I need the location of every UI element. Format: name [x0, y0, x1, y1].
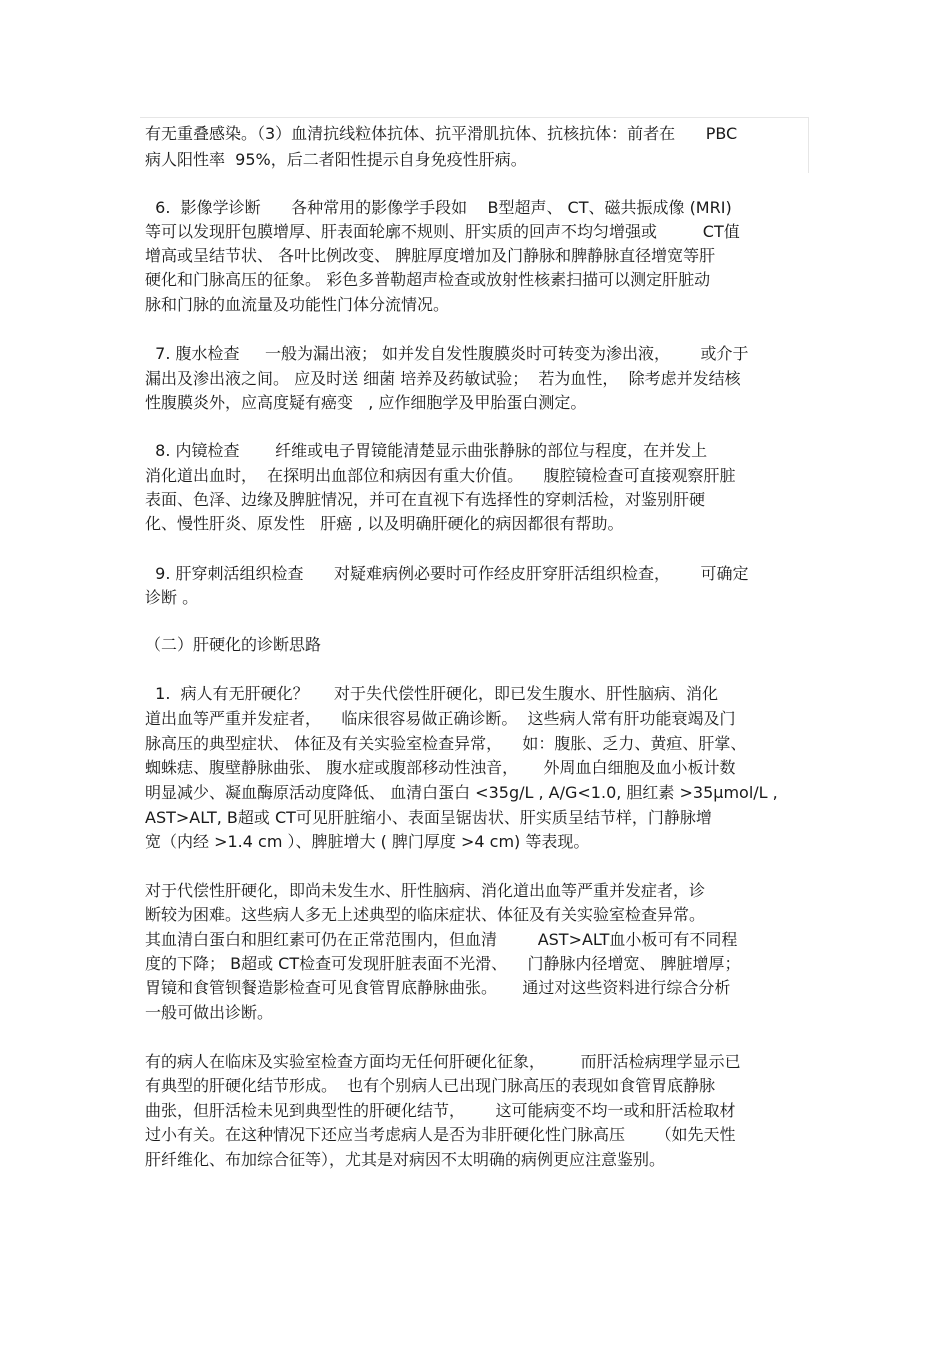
paragraph-line: 道出血等严重并发症者， 临床很容易做正确诊断。 这些病人常有肝功能衰竭及门	[145, 709, 736, 728]
paragraph-line: 1. 病人有无肝硬化？ 对于失代偿性肝硬化，即已发生腹水、肝性脑病、消化	[145, 684, 719, 703]
paragraph-line: 9. 肝穿刺活组织检查 对疑难病例必要时可作经皮肝穿肝活组织检查， 可确定	[145, 564, 749, 583]
paragraph-line: 有典型的肝硬化结节形成。 也有个别病人已出现门脉高压的表现如食管胃底静脉	[145, 1076, 716, 1095]
paragraph-line: 8. 内镜检查 纤维或电子胃镜能清楚显示曲张静脉的部位与程度，在并发上	[145, 441, 708, 460]
paragraph-line: 脉和门脉的血流量及功能性门体分流情况。	[145, 295, 450, 314]
paragraph-line: 诊断 。	[145, 588, 199, 607]
paragraph-line: 化、慢性肝炎、原发性 肝癌 , 以及明确肝硬化的病因都很有帮助。	[145, 514, 624, 533]
paragraph-line: 蜘蛛痣、腹壁静脉曲张、 腹水症或腹部移动性浊音， 外周血白细胞及血小板计数	[145, 758, 736, 777]
section-heading: （二）肝硬化的诊断思路	[145, 635, 322, 654]
paragraph-line: 7. 腹水检查 一般为漏出液； 如并发自发性腹膜炎时可转变为渗出液， 或介于	[145, 344, 749, 363]
paragraph-line: 曲张，但肝活检未见到典型性的肝硬化结节， 这可能病变不均一或和肝活检取材	[145, 1101, 736, 1120]
paragraph-line: 增高或呈结节状、 各叶比例改变、 脾脏厚度增加及门静脉和脾静脉直径增宽等肝	[145, 246, 716, 265]
paragraph-line: 6. 影像学诊断 各种常用的影像学手段如 B型超声、 CT、磁共振成像 (MRI)	[145, 198, 732, 217]
paragraph-line: 其血清白蛋白和胆红素可仍在正常范围内，但血清 AST>ALT血小板可有不同程	[145, 930, 738, 949]
paragraph-line: 表面、色泽、边缘及脾脏情况，并可在直视下有选择性的穿刺活检，对鉴别肝硬	[145, 490, 706, 509]
paragraph-line: 有无重叠感染。（3）血清抗线粒体抗体、抗平滑肌抗体、抗核抗体：前者在 PBC	[145, 124, 738, 143]
paragraph-line: 对于代偿性肝硬化，即尚未发生水、肝性脑病、消化道出血等严重并发症者，诊	[145, 881, 706, 900]
paragraph-line: 过小有关。在这种情况下还应当考虑病人是否为非肝硬化性门脉高压 （如先天性	[145, 1125, 736, 1144]
paragraph-line: 等可以发现肝包膜增厚、肝表面轮廓不规则、肝实质的回声不均匀增强或 CT值	[145, 222, 740, 241]
paragraph-line: 性腹膜炎外，应高度疑有癌变 , 应作细胞学及甲胎蛋白测定。	[145, 393, 587, 412]
paragraph-line: 胃镜和食管钡餐造影检查可见食管胃底静脉曲张。 通过对这些资料进行综合分析	[145, 978, 731, 997]
paragraph-line: 脉高压的典型症状、 体征及有关实验室检查异常， 如：腹胀、乏力、黄疸、肝掌、	[145, 734, 747, 753]
paragraph-line: 病人阳性率 95%，后二者阳性提示自身免疫性肝病。	[145, 150, 527, 169]
paragraph-line: 有的病人在临床及实验室检查方面均无任何肝硬化征象， 而肝活检病理学显示已	[145, 1052, 741, 1071]
paragraph-line: 肝纤维化、布加综合征等），尤其是对病因不太明确的病例更应注意鉴别。	[145, 1150, 666, 1169]
paragraph-line: 一般可做出诊断。	[145, 1003, 274, 1022]
paragraph-line: 明显减少、凝血酶原活动度降低、 血清白蛋白 <35g/L , A/G<1.0, 胆红素 >35μmol/L ,	[145, 783, 778, 802]
paragraph-line: AST>ALT, B超或 CT可见肝脏缩小、表面呈锯齿状、肝实质呈结节样，门静脉增	[145, 808, 712, 827]
paragraph-line: 度的下降； B超或 CT检查可发现肝脏表面不光滑、 门静脉内径增宽、 脾脏增厚；	[145, 954, 741, 973]
paragraph-line: 消化道出血时， 在探明出血部位和病因有重大价值。 腹腔镜检查可直接观察肝脏	[145, 466, 736, 485]
paragraph-line: 漏出及渗出液之间。 应及时送 细菌 培养及药敏试验； 若为血性， 除考虑并发结核	[145, 369, 741, 388]
paragraph-line: 硬化和门脉高压的征象。 彩色多普勒超声检查或放射性核素扫描可以测定肝脏动	[145, 270, 711, 289]
paragraph-line: 断较为困难。这些病人多无上述典型的临床症状、体征及有关实验室检查异常。	[145, 905, 706, 924]
paragraph-line: 宽（内经 >1.4 cm ）、脾脏增大 ( 脾门厚度 >4 cm) 等表现。	[145, 832, 590, 851]
